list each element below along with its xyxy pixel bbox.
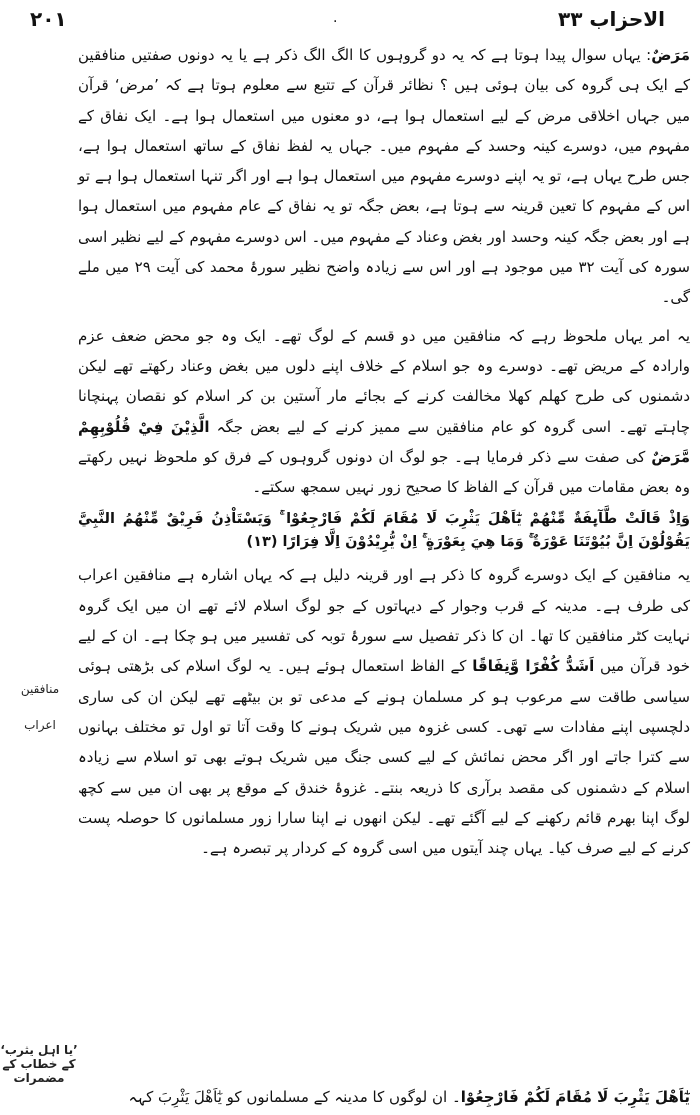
paragraph-2 <box>78 321 690 503</box>
paragraph-text-continued: کے الفاظ استعمال ہوئے ہیں۔ یہ لوگ اسلام کی بڑھتی ہوئی سیاسی طاقت سے مرعوب ہو کر مسلمان ہونے کے مدعی تو بن بیٹھے تھے لیکن ان کی ساری دلچسپی اپنے مفادات سے تھی۔ کسی غزوہ میں شریک ہونے کا وقت آتا تو اول تو مختلف بہانوں سے کترا جاتے اور اگر محض نمائش کے لیے کسی جنگ میں شریک ہوتے بھی تو اسلام سے زیادہ اسلام کے دشمنوں کی مقصد برآری کا ذریعہ بنتے۔ غزوۂ خندق کے موقع پر بھی ان میں سے کچھ لوگ اپنا بھرم قائم رکھنے کے لیے آگئے تھے۔ لیکن انھوں نے اپنا سارا زور مسلمانوں کا حوصلہ پست کرنے کے لیے صرف کیا۔ یہاں چند آیتوں میں اسی گروہ کے کردار پر تبصرہ ہے۔ <box>78 657 690 858</box>
margin-note-munafiqin: منافقین <box>20 682 60 696</box>
paragraph-text: یہ امر یہاں ملحوظ رہے کہ منافقین میں دو قسم کے لوگ تھے۔ ایک وہ جو محض ضعف عزم وارادہ کے مریض تھے۔ دوسرے وہ جو اسلام کے خلاف اپنے دلوں میں بغض وعناد رکھتے تھے لیکن دشمنوں کی طرح کھلم کھلا مخالفت کرنے کے بجائے مار آستین بن کر اسلام کو نقصان پہنچانا چاہتے تھے۔ اسی گروہ کو عام منافقین سے ممیز کرنے کے لیے بعض جگہ <box>78 326 690 436</box>
margin-note-ya-ahl-yathrib: ’یا اہل یثرب‘ کے خطاب کے مضمرات <box>0 1043 78 1085</box>
paragraph-text: : یہاں سوال پیدا ہوتا ہے کہ یہ دو گروہوں کا الگ الگ ذکر ہے یا یہ دونوں صفتیں منافقین کے ایک ہی گروہ کی بیان ہوئی ہیں ؟ نظائر قرآن کے تتبع سے معلوم ہوتا ہے کہ ’مرض‘ قرآن میں جہاں اخلاقی مرض کے لیے استعمال ہوا ہے، دو معنوں میں استعمال ہوا ہے۔ ایک نفاق کے مفہوم میں، دوسرے کینہ وحسد کے مفہوم میں۔ جہاں یہ لفظ نفاق کے ساتھ استعمال ہوا ہے، جس طرح یہاں ہے، تو یہ اپنے دوسرے مفہوم میں استعمال ہوا ہے اور اگر تنہا استعمال ہوا ہے تو اس کے مفہوم کا تعین قرینہ سے ہوتا ہے، بعض جگہ تو یہ نفاق کے عام مفہوم میں استعمال ہوا ہے اور بعض جگہ کینہ وحسد اور بغض وعناد کے مفہوم میں۔ اس دوسرے مفہوم کے لیے نظیر اسی سورہ کی آیت ۳۲ میں موجود ہے اور اس سے زیادہ واضح نظیر سورۂ محمد کی آیت ۲۹ میں ملے گی۔ <box>78 46 690 307</box>
paragraph-lead-word: مَرَضٌ <box>651 46 690 64</box>
quran-phrase: اَشَدُّ كُفْرًا وَّنِفَاقًا <box>472 657 595 676</box>
quran-verse: وَاِذْ قَالَتْ طَّآىِٕفَةٌ مِّنْهُمْ يٰٓاَهْلَ يَثْرِبَ لَا مُقَامَ لَكُمْ فَارْجِعُوْا ۚ وَيَسْتَاْذِنُ فَرِيْقٌ مِّنْهُمُ النَّبِيَّ يَقُوْلُوْنَ اِنَّ بُيُوْتَنَا عَوْرَةٌ ۚ وَمَا هِيَ بِعَوْرَةٍ ۚ اِنْ يُّرِيْدُوْنَ اِلَّا فِرَارًا (۱۳) <box>78 511 690 551</box>
paragraph-3 <box>78 560 690 863</box>
header-separator: . <box>333 10 338 26</box>
page-header <box>30 4 665 34</box>
paragraph-text-continued: کی صفت سے ذکر فرمایا ہے۔ جو لوگ ان دونوں گروہوں کے فرق کو ملحوظ نہیں رکھتے وہ بعض مقامات میں قرآن کے الفاظ کا صحیح زور نہیں سمجھ سکتے۔ <box>78 447 690 497</box>
running-title: الاحزاب ۳۳ <box>558 7 665 31</box>
paragraph-1 <box>78 40 690 313</box>
margin-note-arab: اعراب <box>24 718 56 732</box>
quran-phrase: الَّذِيْنَ فِيْ قُلُوْبِهِمْ مَّرَضٌ <box>78 417 690 466</box>
quran-phrase: يٰٓاَهْلَ يَثْرِبَ لَا مُقَامَ لَكُمْ فَارْجِعُوْا <box>460 1088 690 1106</box>
main-text <box>78 40 690 863</box>
paragraph-text: یہ منافقین کے ایک دوسرے گروہ کا ذکر ہے اور قرینہ دلیل ہے کہ یہاں اشارہ ہے منافقین اعراب کی طرف ہے۔ مدینہ کے قرب وجوار کے دیہاتوں کے جو لوگ اسلام لائے تھے ان میں ایک گروہ نہایت کٹر منافقین کا تھا۔ ان کا ذکر تفصیل سے سورۂ توبہ کی تفسیر میں ہو چکا ہے۔ ان کے لیے خود قرآن میں <box>78 566 690 676</box>
footer-line <box>88 1085 690 1109</box>
page-number: ۲۰۱ <box>30 7 67 31</box>
footer-text: ۔ ان لوگوں کا مدینہ کے مسلمانوں کو يٰٓاَهْلَ يَثْرِبَ کہہ <box>128 1088 461 1106</box>
